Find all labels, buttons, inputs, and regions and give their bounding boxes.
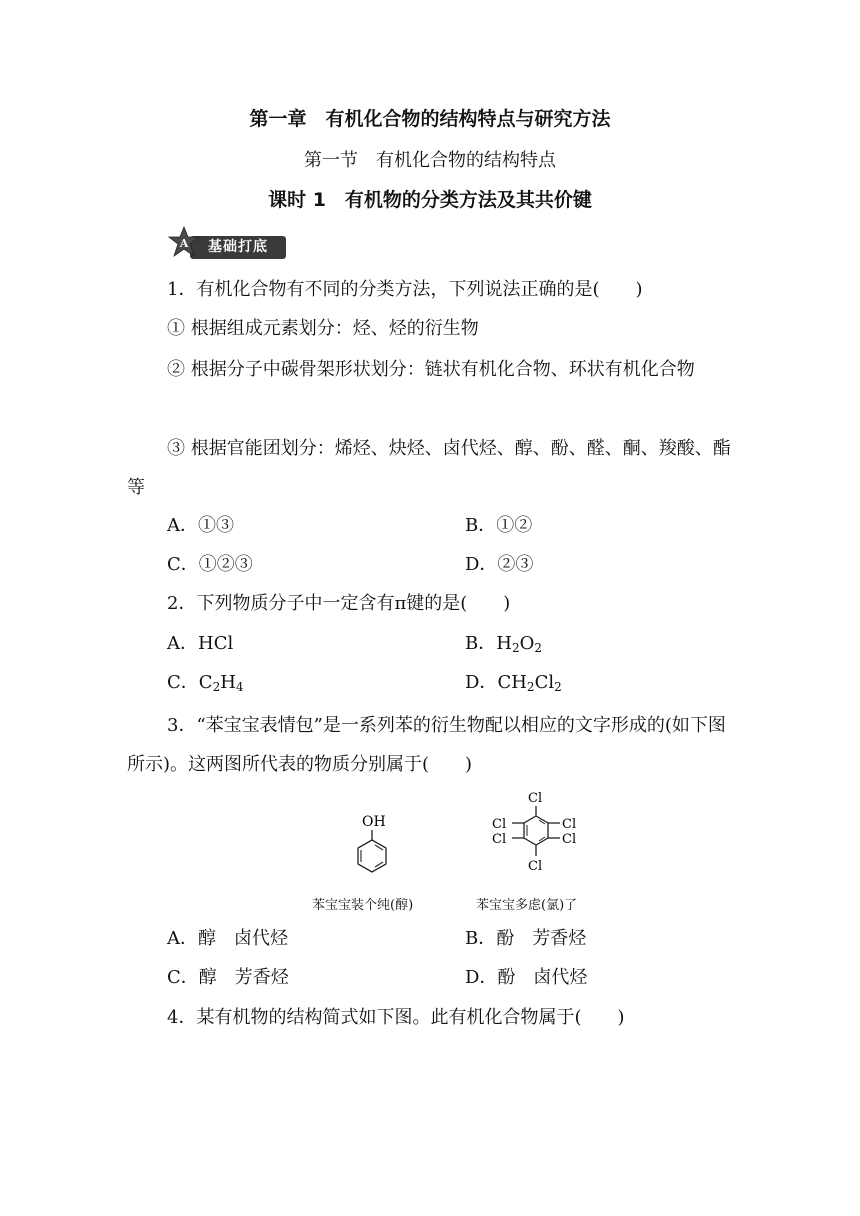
chapter-title: 第一章 有机化合物的结构特点与研究方法 (249, 108, 611, 130)
q1-stem: 1．有机化合物有不同的分类方法，下列说法正确的是( ) (167, 279, 643, 300)
q2-c-prefix: C． (167, 672, 199, 693)
hexachlorobenzene-caption: 苯宝宝多虑(氯)了 (476, 898, 578, 913)
q1-option-d[interactable]: D．②③ (465, 554, 534, 575)
q3-option-d[interactable]: D．酚 卤代烃 (465, 967, 588, 988)
q4-stem: 4．某有机物的结构简式如下图。此有机化合物属于( ) (167, 1007, 625, 1028)
phenol-figure (310, 808, 440, 918)
q3-option-c[interactable]: C．醇 芳香烃 (167, 967, 289, 988)
q2-d-prefix: D． (465, 672, 498, 693)
cl-upper-right: Cl (562, 817, 577, 832)
badge-label: 基础打底 (190, 236, 286, 259)
hexachlorobenzene-structure (472, 786, 612, 886)
q1-statement-1: ① 根据组成元素划分：烃、烃的衍生物 (167, 318, 479, 339)
star-icon (168, 226, 200, 258)
q2-a-formula: HCl (198, 633, 234, 654)
q2-stem: 2．下列物质分子中一定含有π键的是( ) (167, 593, 511, 614)
q1-option-a[interactable]: A．①③ (167, 515, 234, 536)
cl-upper-left: Cl (492, 817, 507, 832)
q3-stem: 3．“苯宝宝表情包”是一系列苯的衍生物配以相应的文字形成的(如下图所示)。这两图所代表的物质分别属于( ) (127, 715, 726, 775)
hexachlorobenzene-figure (472, 786, 612, 920)
lesson-title: 课时 1 有机物的分类方法及其共价键 (268, 189, 592, 211)
q3-option-b[interactable]: B．酚 芳香烃 (465, 928, 587, 949)
section-title: 第一节 有机化合物的结构特点 (304, 150, 556, 171)
q1-option-c[interactable]: C．①②③ (167, 554, 253, 575)
q2-a-prefix: A． (167, 633, 198, 654)
q3-option-a[interactable]: A．醇 卤代烃 (167, 928, 288, 949)
cl-top: Cl (528, 791, 543, 806)
q1-option-b[interactable]: B．①② (465, 515, 533, 536)
cl-lower-right: Cl (562, 832, 577, 847)
q1-statement-3: ③ 根据官能团划分：烯烃、炔烃、卤代烃、醇、酚、醛、酮、羧酸、酯等 (127, 438, 731, 498)
q2-option-a[interactable] (167, 632, 233, 656)
cl-bottom: Cl (528, 859, 543, 874)
q2-b-prefix: B． (465, 633, 497, 654)
badge-letter: A (179, 237, 189, 250)
phenol-oh-label: OH (362, 814, 386, 830)
q2-option-d[interactable]: D．$CH_2Cl_2$ (465, 672, 562, 694)
section-badge (168, 226, 288, 262)
q2-option-c[interactable]: C．$C_2H_4$ (167, 672, 244, 694)
cl-lower-left: Cl (492, 832, 507, 847)
phenol-structure (310, 808, 440, 888)
phenol-caption: 苯宝宝装个纯(醇) (312, 898, 414, 913)
q2-option-b[interactable]: B．$H_2O_2$ (465, 633, 542, 655)
q1-statement-2: ② 根据分子中碳骨架形状划分：链状有机化合物、环状有机化合物 (167, 359, 695, 380)
